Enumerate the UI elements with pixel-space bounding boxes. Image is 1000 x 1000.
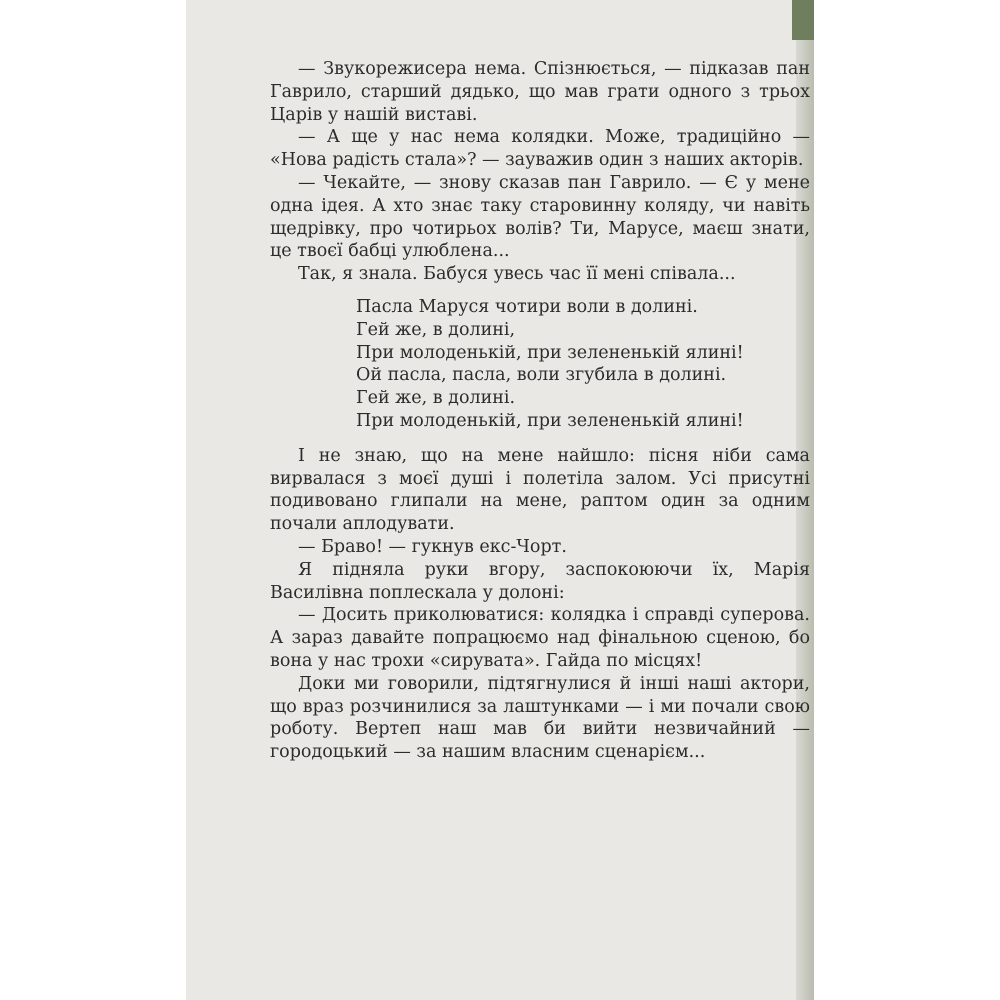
poem-line: Гей же, в долині, [356,319,516,340]
poem-line: При молоденькій, при зелененькій ялині! [356,342,744,363]
paragraph: І не знаю, що на мене найшло: пісня ніби сама вирвалася з моєї душі і полетіла залом. Усі присутні подивовано глипали на мене, раптом один за одним почали аплодувати. [270,445,810,535]
paragraph: — Чекайте, — знову сказав пан Гаврило. — Є у мене одна ідея. А хто знає таку старовинну коляду, чи навіть щедрівку, про чотирьох волів? Ти, Марусе, маєш знати, це твоєї бабці улюблена... [270,172,810,262]
paragraph: Доки ми говорили, підтягнулися й інші наші актори, що враз розчинилися за лаштунками — і ми почали свою роботу. Вертеп наш мав би вийти незвичайний — городоцький — за нашим власним сценарієм... [270,673,810,763]
poem-block [356,296,810,433]
paragraph: — Досить приколюватися: колядка і справді суперова. А зараз давайте попрацюємо над фінальною сценою, бо вона у нас трохи «сирувата». Гайда по місцях! [270,605,810,671]
poem-line: При молоденькій, при зелененькій ялині! [356,410,744,431]
poem-line: Ой пасла, пасла, воли згубила в долині. [356,365,727,386]
paragraph: — А ще у нас нема колядки. Може, традиційно — «Нова радість стала»? — зауважив один з наших акторів. [270,127,810,171]
poem-line: Гей же, в долині. [356,388,516,409]
page-text [270,58,810,764]
paragraph: — Звукорежисера нема. Спізнюється, — підказав пан Гаврило, старший дядько, що мав грати одного з трьох Царів у нашій виставі. [270,59,810,125]
paragraph: Я підняла руки вгору, заспокоюючи їх, Марія Василівна поплескала у долоні: [270,559,810,603]
poem-line: Пасла Маруся чотири воли в долині. [356,296,698,317]
paragraph: Так, я знала. Бабуся увесь час її мені співала... [298,264,736,285]
page-corner [792,0,814,40]
paragraph: — Браво! — гукнув екс-Чорт. [298,536,567,557]
book-page [186,0,814,1000]
